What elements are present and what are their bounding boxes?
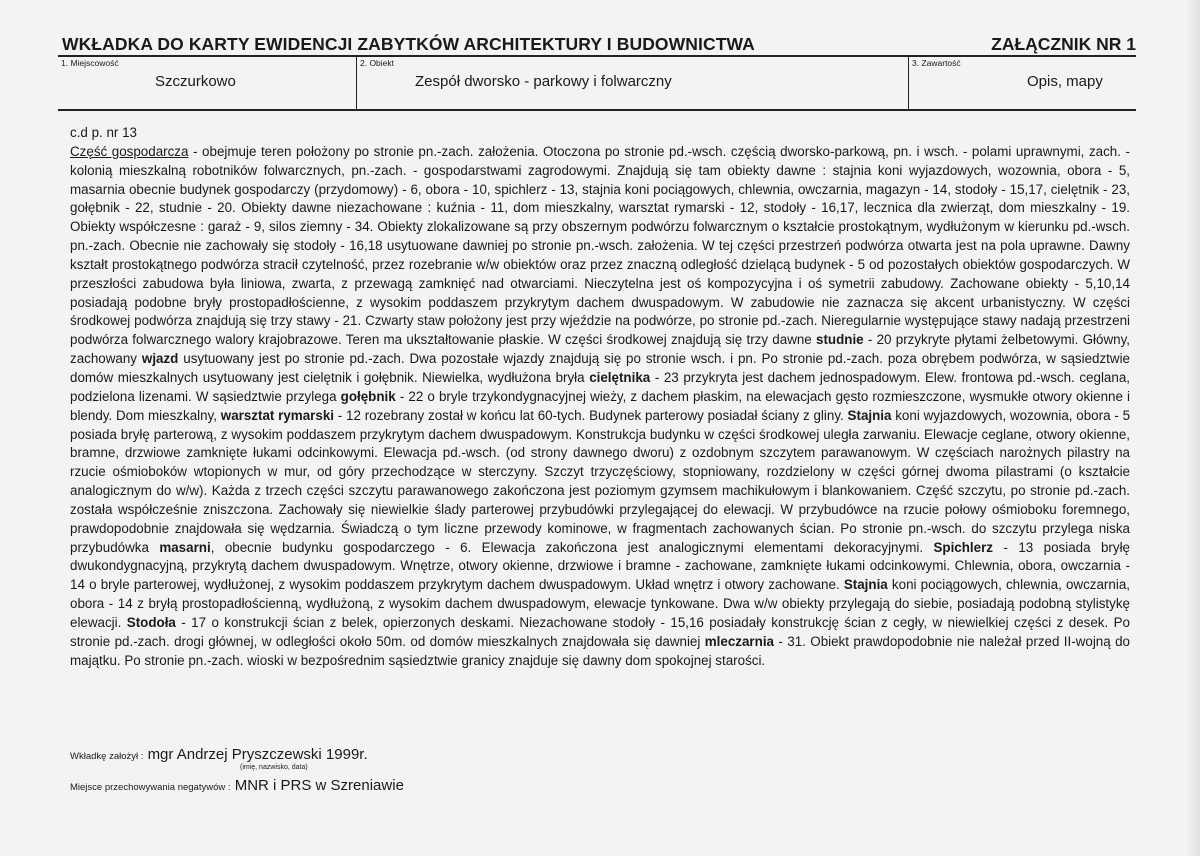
section-heading: Część gospodarcza — [70, 143, 189, 159]
attachment-number: ZAŁĄCZNIK NR 1 — [991, 34, 1136, 54]
text-run: - 13 posiada bryłę dwukondygnacyjną, przykrytą dachem dwuspadowym. Wnętrze, otwory okienne, drzwiowe i bramne - zachowane, zamknięte łukami odcinkowymi. Chlewnia, obora, owczarnia - 14 o bryle parterowej, wydłużonej, z wysokim poddaszem przykrytym dachem dwuspadowym. Układ wnętrz i otwory zachowane. — [70, 539, 1130, 593]
field-contents — [908, 57, 1137, 109]
author-line — [70, 746, 368, 763]
emphasized-term: Stajnia — [847, 407, 892, 423]
text-run: - 23 przykryta jest dachem jednospadowym. Elew. frontowa pd.-wsch. ceglana, podzielona lizenami. W sąsiedztwie przylega — [70, 369, 1130, 404]
emphasized-term: warsztat rymarski — [220, 407, 334, 423]
field-location-label: 1. Miejscowość — [61, 58, 119, 68]
header-table — [58, 55, 1136, 111]
scan-edge-shadow — [1186, 0, 1200, 856]
storage-label: Miejsce przechowywania negatywów : — [70, 782, 231, 793]
text-run: - 12 rozebrany został w końcu lat 60-tych. Budynek parterowy posiadał ściany z gliny. — [334, 407, 848, 423]
text-run: - 20 przykryte płytami żelbetowymi. Główny, zachowany — [70, 332, 1130, 367]
author-label: Wkładkę założył : — [70, 751, 144, 762]
text-run: usytuowany jest po stronie pd.-zach. Dwa pozostałe wjazdy znajdują się po stronie wsch. i pn. Po stronie pd.-zach. poza obrębem podwórza, w sąsiedztwie domów mieszkalnych usytuowany jest cielętnik i gołębnik. Niewielka, wydłużona bryła — [70, 351, 1130, 385]
emphasized-term: gołębnik — [340, 388, 396, 404]
field-contents-label: 3. Zawartość — [912, 58, 961, 68]
field-location-value: Szczurkowo — [155, 73, 236, 90]
emphasized-term: Stajnia — [843, 577, 888, 593]
text-run: , obecnie budynku gospodarczego - 6. Elewacja zakończona jest analogicznymi elementami dekoracyjnymi. — [210, 539, 934, 555]
author-hint: (imię, nazwisko, data) — [240, 764, 308, 771]
document-title: WKŁADKA DO KARTY EWIDENCJI ZABYTKÓW ARCHITEKTURY I BUDOWNICTWA — [62, 34, 755, 54]
emphasized-term: mleczarnia — [704, 633, 774, 649]
field-contents-value: Opis, mapy — [1027, 73, 1103, 90]
emphasized-term: Spichlerz — [933, 539, 994, 555]
emphasized-term: masarni — [159, 539, 211, 555]
emphasized-term: wjazd — [141, 351, 179, 367]
field-object-value: Zespół dworsko - parkowy i folwarczny — [415, 73, 672, 90]
page-reference: c.d p. nr 13 — [70, 125, 137, 140]
text-run: - 22 o bryle trzykondygnacyjnej wieży, z dachem płaskim, na elewacjach gęsto rozmieszczone, wysmukłe otwory okienne i blendy. Dom mieszkalny, — [70, 388, 1131, 423]
emphasized-term: cielętnika — [589, 369, 651, 385]
field-object-label: 2. Obiekt — [360, 58, 395, 68]
text-run: - 17 o konstrukcji ścian z belek, opierzonych deskami. Niezachowane stodoły - 15,16 posiadały konstrukcję ścian z cegły, w niewielkiej części z desek. Po stronie pd.-zach. drogi głównej, w odległości około 50m. od domów mieszkalnych znajdowała się dawniej — [70, 614, 1130, 649]
text-run: - obejmuje teren położony po stronie pn.-zach. założenia. Otoczona po stronie pd.-wsch. częścią dworsko-parkową, pn. i wsch. - polami uprawnymi, zach. - kolonią mieszkalną robotników folwarcznych, pn.-zach. - gospodarstwami zagrodowymi. Znajdują się tam obiekty dawne : stajnia koni wyjazdowych, wozownia, obora - 5, masarnia obecnie budynek gospodarczy (przydomowy) - 6, obora - 10, spichlerz - 13, stajnia koni pociągowych, chlewnia, owczarnia, magazyn - 14, stodoły - 15,17, cielętnik - 23, gołębnik - 22, studnie - 20. Obiekty dawne niezachowane : kuźnia - 11, dom mieszkalny, warsztat rymarski - 12, stodoły - 16,17, lecznica dla zwierząt, dom mieszkalny - 19. Obiekty współczesne : garaż - 9, silos ziemny - 34. Obiekty zlokalizowane są przy obszernym podwórzu folwarcznym o kształcie prostokątnym, wydłużonym w kierunku pd.-wsch. pn.-zach. Obecnie nie zachowały się stodoły - 16,18 usytuowane dawniej po stronie pn.-wsch. założenia. W tej części przestrzeń podwórza otwarta jest na pola uprawne. Dawny kształt prostokątnego podwórza stracił czytelność, przez rozebranie w/w obiektów oraz przez znaczną odległość dzielącą budynek - 5 od pozostałych obiektów gospodarczych. W przeszłości zabudowa była liniowa, zwarta, z przewagą zamknięć nad otwarciami. Nieczytelna jest oś kompozycyjna i oś symetrii zabudowy. Zachowane obiekty - 5,10,14 posiadają podobne bryły prostopadłościenne, z wysokim poddaszem przykrytym dachem dwuspadowym. W zabudowie nie zaznacza się akcent urbanistyczny. W części środkowej podwórza znajdują się trzy stawy - 21. Czwarty staw położony jest przy wjeździe na podwórze, po stronie pd.-zach. Nieregularnie występujące stawy nadają przestrzeni podwórza folwarcznego walory krajobrazowe. Teren ma ukształtowanie płaskie. W części środkowej znajdują się trzy dawne — [70, 143, 1130, 348]
emphasized-term: studnie — [816, 332, 864, 348]
storage-line — [70, 777, 404, 794]
storage-value: MNR i PRS w Szreniawie — [234, 777, 404, 794]
author-value: mgr Andrzej Pryszczewski 1999r. — [147, 746, 368, 763]
field-location — [58, 57, 356, 109]
description-body — [70, 124, 1130, 670]
field-object — [356, 57, 909, 109]
emphasized-term: Stodoła — [126, 614, 176, 630]
text-run: koni wyjazdowych, wozownia, obora - 5 posiada bryłę parterową, z wysokim poddaszem przykrytym dachem dwuspadowym. Konstrukcja budynku w części środkowej uległa zarwaniu. Elewacje ceglane, otwory okienne, bramne, drzwiowe zamknięte łukami odcinkowymi. Elewacja pd.-wsch. (od strony dawnego dworu) z ozdobnym szczytem parawanowym. W częściach narożnych pilastry na rzucie ośmioboków wtopionych w mur, od góry przechodzące w sterczyny. Szczyt trzyczęściowy, stopniowany, rozdzielony w części górnej dwoma pilastrami (o kształcie analogicznym do w/w). Każda z trzech części szczytu parawanowego zakończona jest poziomym gzymsem machikułowym i blankowaniem. Część szczytu, po stronie pd.-zach. została współcześnie zniszczona. Zachowały się niewielkie ślady parterowej przybudówki przylegającej do elewacji. W przybudówce na rzucie połowy ośmioboku foremnego, prawdopodobnie znajdowała się wędzarnia. Świadczą o tym liczne przewody kominowe, w fragmentach zachowanych ścian. Po stronie pn.-wsch. do szczytu przylega niska przybudówka — [70, 407, 1131, 555]
text-run: koni pociągowych, chlewnia, owczarnia, obora - 14 z bryłą prostopadłościenną, wydłużoną, z wysokim dachem dwuspadowym, elewacje tynkowane. Dwa w/w obiekty przylegają do siebie, posiadają podobną stylistykę elewacji. — [70, 577, 1130, 630]
description-paragraph — [70, 143, 1130, 671]
text-run: - 31. Obiekt prawdopodobnie nie należał przed II-wojną do majątku. Po stronie pn.-zach. wioski w bezpośrednim sąsiedztwie granicy znajduje się dawny dom spokojnej starości. — [70, 633, 1130, 668]
